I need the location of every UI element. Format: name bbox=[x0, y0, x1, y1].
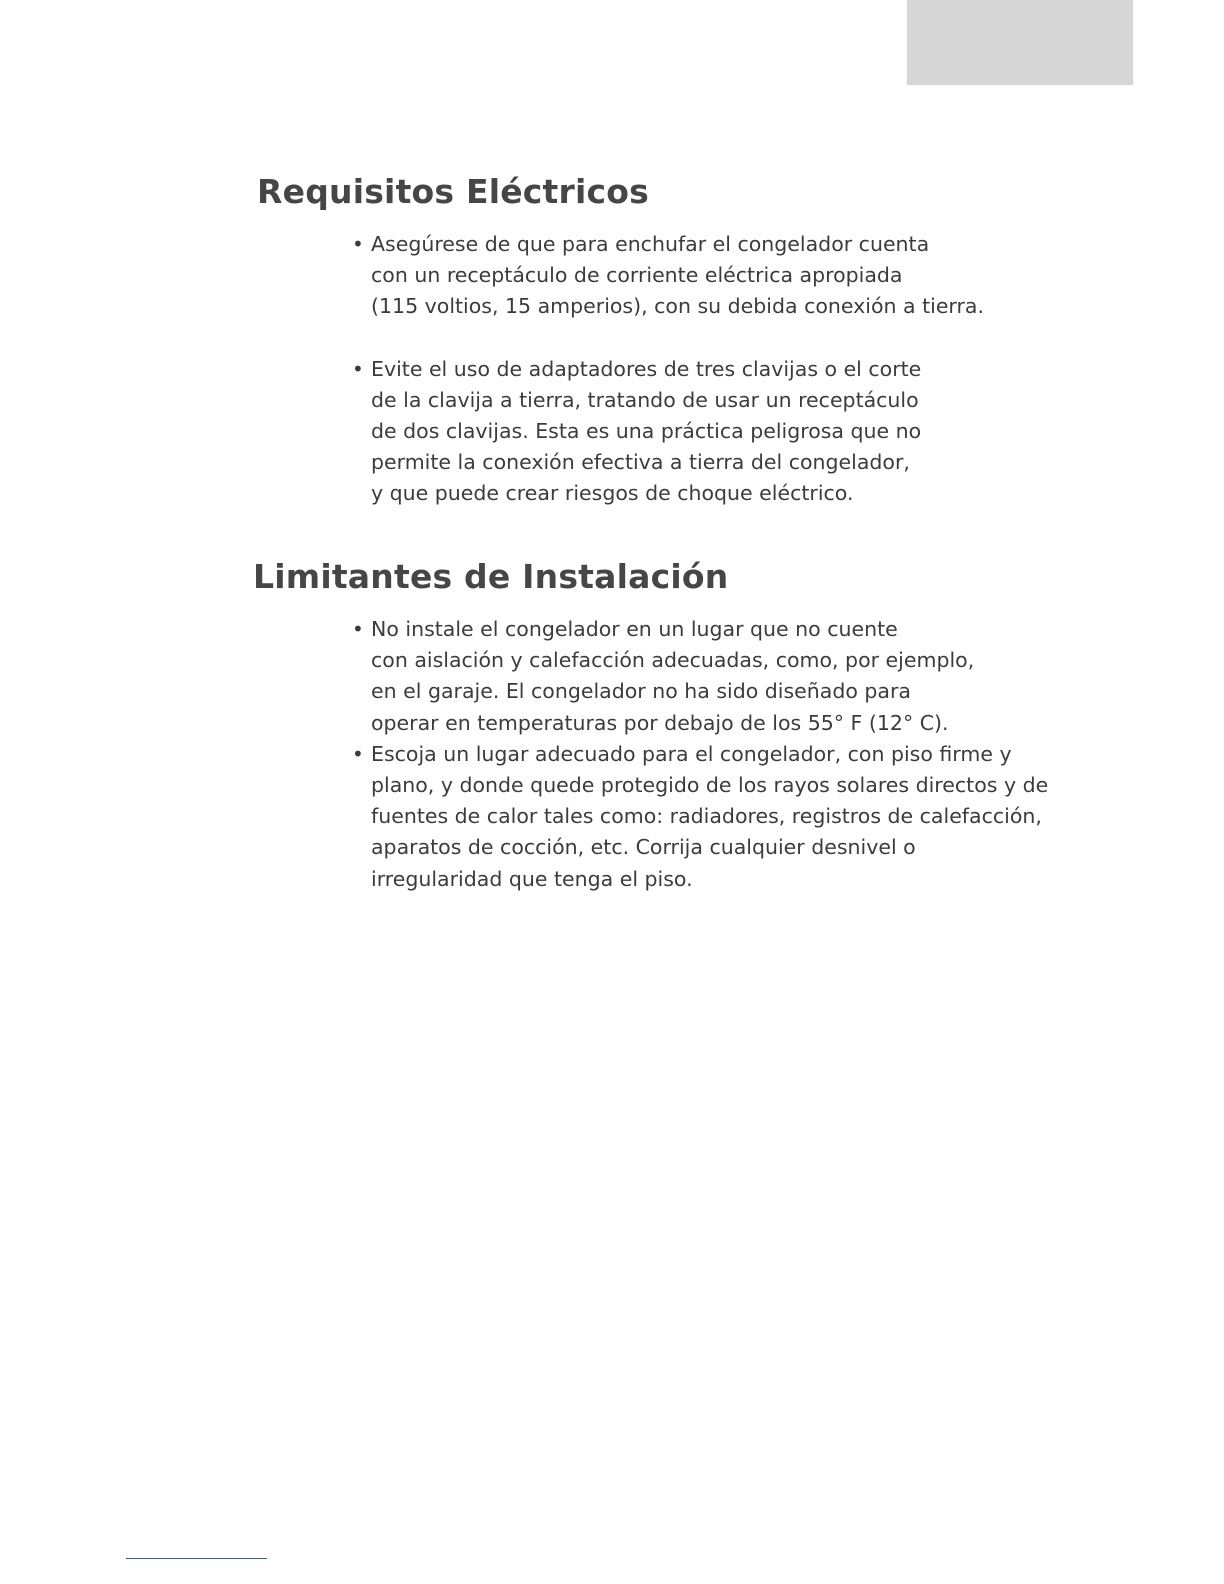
electrical-requirements-list bbox=[352, 229, 1052, 510]
section-heading-requisitos-electricos: Requisitos Eléctricos bbox=[257, 172, 649, 211]
text-line: fuentes de calor tales como: radiadores, registros de calefacción, bbox=[371, 804, 1042, 829]
text-line: de dos clavijas. Esta es una práctica peligrosa que no bbox=[371, 419, 922, 444]
text-line: Asegúrese de que para enchufar el congelador cuenta bbox=[371, 232, 930, 256]
text-line: (115 voltios, 15 amperios), con su debida conexión a tierra. bbox=[371, 294, 985, 319]
bullet-icon: • bbox=[352, 356, 364, 381]
text-line: permite la conexión efectiva a tierra del congelador, bbox=[371, 450, 910, 475]
installation-limits-list bbox=[352, 614, 1052, 895]
bullet-icon: • bbox=[352, 232, 364, 256]
bullet-icon: • bbox=[352, 617, 364, 641]
text-line: irregularidad que tenga el piso. bbox=[371, 866, 693, 891]
text-line: No instale el congelador en un lugar que no cuente bbox=[371, 617, 898, 641]
footer-rule bbox=[126, 1558, 267, 1559]
list-item bbox=[352, 354, 1052, 510]
page-corner-tab bbox=[907, 0, 1133, 85]
text-line: de la clavija a tierra, tratando de usar un receptáculo bbox=[371, 387, 919, 412]
text-line: con aislación y calefacción adecuadas, como, por ejemplo, bbox=[371, 648, 975, 673]
list-item bbox=[352, 614, 1052, 739]
text-line: aparatos de cocción, etc. Corrija cualquier desnivel o bbox=[371, 835, 916, 860]
list-item bbox=[352, 739, 1052, 895]
text-line: Escoja un lugar adecuado para el congelador, con piso firme y bbox=[371, 741, 1012, 766]
text-line: con un receptáculo de corriente eléctrica apropiada bbox=[371, 263, 903, 288]
text-line: operar en temperaturas por debajo de los 55° F (12° C). bbox=[371, 710, 949, 735]
section-heading-limitantes-de-instalacion: Limitantes de Instalación bbox=[253, 557, 729, 596]
list-item bbox=[352, 229, 1052, 323]
text-line: en el garaje. El congelador no ha sido diseñado para bbox=[371, 679, 911, 704]
text-line: Evite el uso de adaptadores de tres clavijas o el corte bbox=[371, 356, 922, 381]
bullet-icon: • bbox=[352, 741, 364, 766]
text-line: y que puede crear riesgos de choque eléctrico. bbox=[371, 481, 854, 506]
text-line: plano, y donde quede protegido de los rayos solares directos y de bbox=[371, 773, 1049, 798]
